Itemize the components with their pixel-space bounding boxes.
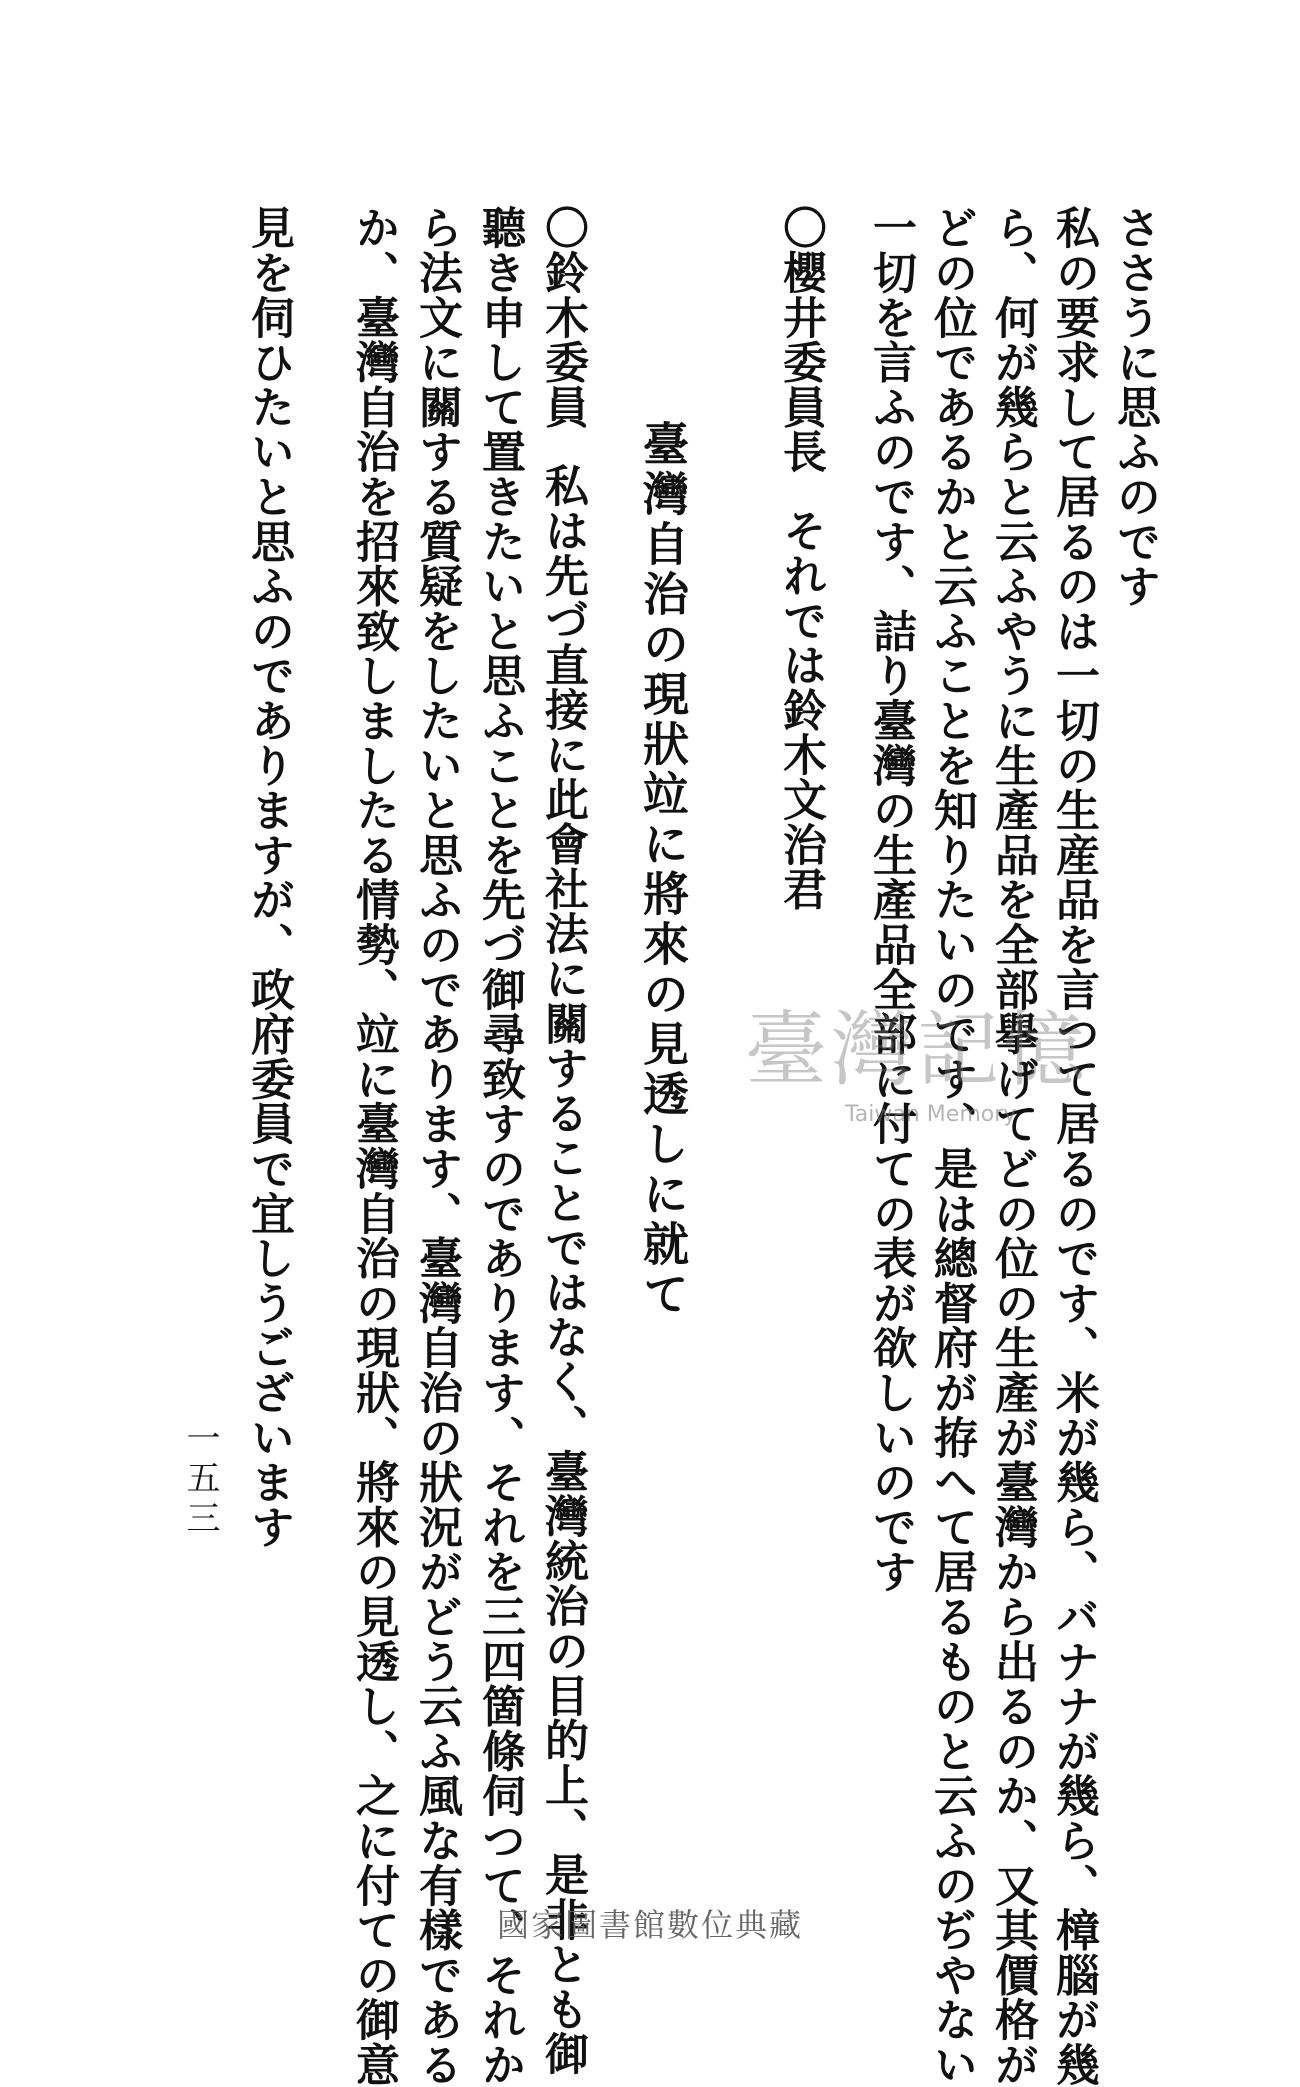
- text-column-1: ささうに思ふのです: [1109, 205, 1160, 609]
- body-column-5: 見を伺ひたいと思ふのでありますが、政府委員で宜しうございます: [243, 205, 294, 1549]
- body-column-3: ら法文に關する質疑をしたいと思ふのであります、臺灣自治の狀況がどう云ふ風な有樣である: [411, 205, 462, 2087]
- page-number: 一五三: [180, 1420, 220, 1540]
- speaker-chairman: 〇櫻井委員長: [775, 205, 826, 474]
- body-column-1: [537, 205, 588, 2076]
- footer-collection-label: 國家圖書館數位典藏: [496, 1906, 803, 1944]
- body-column-2: 聽き申して置きたいと思ふことを先づ御尋致すのであります、それを三四箇條伺つて、それか: [474, 205, 525, 2087]
- text-column-3: ら、何が幾らと云ふやうに生產品を全部擧げてどの位の生產が臺灣から出るのか、又其價格が: [987, 205, 1038, 2087]
- text-column-5: 一切を言ふのです、詰り臺灣の生產品全部に付ての表が欲しいのです: [865, 205, 916, 1594]
- text-column-6: [775, 205, 826, 912]
- watermark-subtitle: Taiwan Memory: [845, 1102, 1017, 1127]
- section-heading: 臺灣自治の現狀竝に將來の見透しに就て: [636, 420, 690, 1320]
- text-column-4: どの位であるかと云ふことを知りたいのです、是は總督府が拵へて居るものと云ふのぢやない: [926, 205, 977, 2087]
- chairman-speech: それでは鈴木文治君: [775, 507, 826, 912]
- text-column-2: 私の要求して居るのは一切の生産品を言つて居るのです、米が幾ら、バナナが幾ら、樟腦が幾: [1048, 205, 1099, 2087]
- suzuki-speech-start: 私は先づ直接に此會社法に關することではなく、臺灣統治の目的上、是非とも御: [537, 463, 588, 2076]
- speaker-suzuki: 〇鈴木委員: [537, 205, 588, 429]
- watermark-logo-text: 臺灣記憶: [745, 1003, 1090, 1098]
- body-column-4: か、臺灣自治を招來致しましたる情勢、竝に臺灣自治の現狀、將來の見透し、之に付ての御意: [348, 205, 399, 2087]
